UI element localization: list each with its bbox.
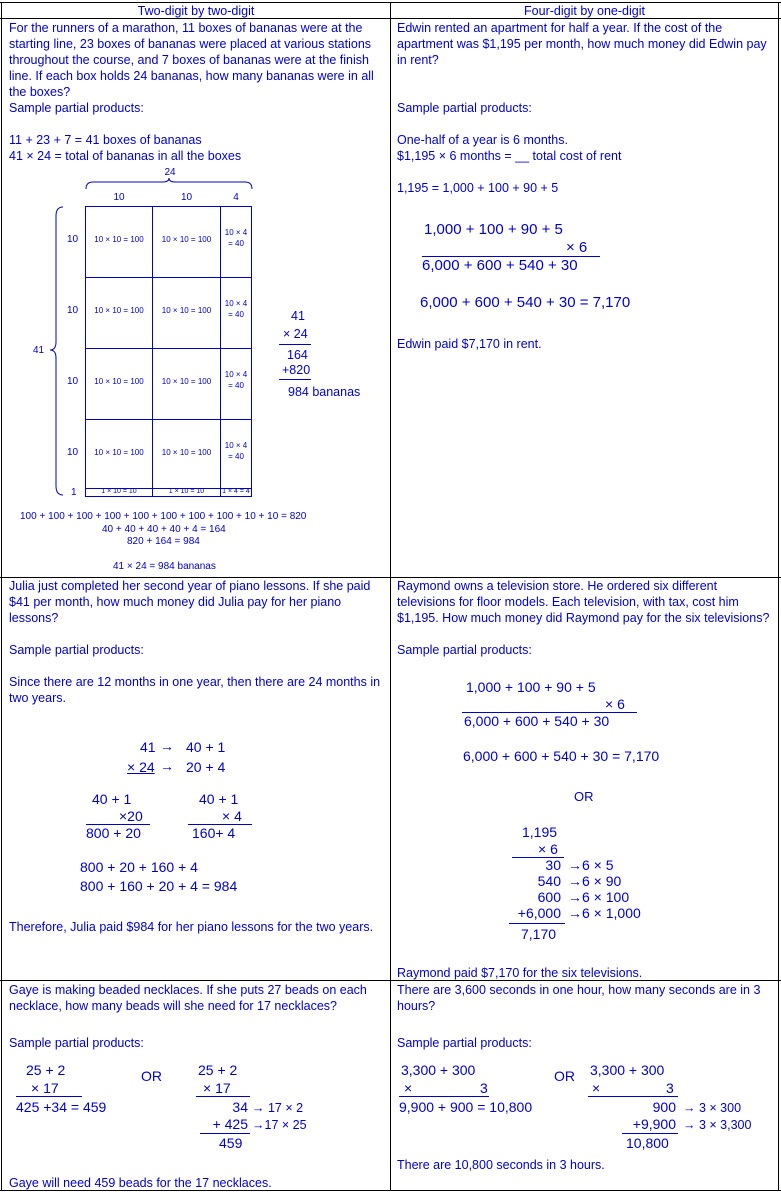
partial-product: +6,000: [517, 905, 561, 921]
mult-line: [279, 344, 311, 345]
sample-label: Sample partial products:: [9, 643, 144, 657]
top-brace: [85, 178, 253, 190]
expanded-line: 1,000 + 100 + 90 + 5: [466, 679, 596, 695]
row-label: 10: [67, 447, 79, 458]
grid-cell: = 40: [228, 310, 244, 319]
expanded-line: 425 +34 = 459: [16, 1099, 107, 1115]
expanded-line: 800 + 20: [86, 825, 141, 841]
sample-label: Sample partial products:: [397, 101, 532, 115]
partial-note: → 3 × 300: [683, 1101, 742, 1115]
expanded-line: ×: [592, 1080, 601, 1096]
grid-cell: = 40: [228, 239, 244, 248]
table-border: [778, 2, 779, 1191]
column-label: 4: [233, 192, 239, 203]
problem-text: For the runners of a marathon, 11 boxes of bananas were at the starting line, 23 boxes of bananas were placed at various stations throughout the course, and 7 boxes of bananas were at the finish line. If each box holds 24 bananas, how many bananas were in all the boxes?: [9, 21, 374, 99]
expanded-line: 25 + 2: [198, 1062, 238, 1078]
expanded-line: × 24: [127, 759, 155, 775]
expanded-line: 40 + 1: [92, 791, 132, 807]
mult-line: [399, 1096, 489, 1097]
partial-note: →6 × 100: [568, 889, 630, 905]
expanded-line: × 17: [31, 1080, 59, 1096]
grid-cell: = 40: [228, 381, 244, 390]
expanded-line: × 6: [605, 696, 625, 712]
sum-line: 820 + 164 = 984: [127, 536, 200, 547]
mult-value: +820: [282, 363, 311, 377]
column-label: 10: [113, 192, 125, 203]
expanded-line: 6,000 + 600 + 540 + 30 = 7,170: [420, 294, 631, 311]
text-line: 1,195 = 1,000 + 100 + 90 + 5: [397, 181, 559, 195]
equation: 41 × 24 = total of bananas in all the boxes: [9, 149, 242, 163]
row-label: 10: [67, 305, 79, 316]
expanded-line: 3: [666, 1080, 674, 1096]
partial-product: 30: [545, 857, 561, 873]
mult-line: [509, 923, 565, 924]
partial-product: + 425: [212, 1116, 248, 1132]
sum-line: 100 + 100 + 100 + 100 + 100 + 100 + 100 + 100 + 10 + 10 = 820: [20, 511, 307, 522]
grid-cell: 10 × 4: [224, 441, 248, 450]
answer: There are 10,800 seconds in 3 hours.: [397, 1158, 605, 1172]
row-label: 10: [67, 234, 79, 245]
arrow-icon: →: [160, 758, 174, 774]
text-line: $1,195 × 6 months = __ total cost of rent: [397, 149, 622, 163]
sample-label: Sample partial products:: [397, 643, 532, 657]
expanded-line: 9,900 + 900 = 10,800: [399, 1099, 533, 1115]
sample-label: Sample partial products:: [9, 101, 144, 115]
mult-line: [16, 1096, 82, 1097]
or-label: OR: [554, 1068, 575, 1084]
grid-cell: 10 × 10 = 100: [94, 448, 144, 457]
header-right: Four-digit by one-digit: [524, 4, 645, 18]
problem-text: Gaye is making beaded necklaces. If she puts 27 beads on each necklace, how many beads will she need for 17 necklaces?: [9, 983, 367, 1013]
grid-cell: 10 × 10 = 100: [161, 306, 212, 315]
mult-value: 984 bananas: [288, 385, 361, 399]
mult-line: [279, 379, 311, 380]
partial-product: 540: [537, 873, 561, 889]
mult-result: 459: [219, 1135, 243, 1151]
grid-cell: 10 × 10 = 100: [94, 306, 144, 315]
problem-text: Edwin rented an apartment for half a year. If the cost of the apartment was $1,195 per month, how much money did Edwin pay in rent?: [397, 21, 767, 67]
grid-cell: 10 × 10 = 100: [161, 235, 212, 244]
grid-cell: = 40: [228, 452, 244, 461]
grid-cell: 10 × 10 = 100: [94, 235, 144, 244]
grid-cell: 10 × 4: [224, 299, 248, 308]
mult-value: × 24: [283, 327, 308, 341]
problem-text: Raymond owns a television store. He ordered six different televisions for floor models. Each television, with tax, cost him $1,195. How much money did Raymond pay for the six televisions?: [397, 579, 770, 625]
header-left: Two-digit by two-digit: [137, 4, 255, 18]
expanded-line: 160+ 4: [192, 825, 236, 841]
answer: Gaye will need 459 beads for the 17 necklaces.: [9, 1176, 272, 1190]
expanded-line: × 4: [222, 808, 242, 824]
mult-result: 10,800: [626, 1135, 669, 1151]
answer: Therefore, Julia paid $984 for her piano lessons for the two years.: [9, 920, 374, 934]
row-label: 10: [67, 376, 79, 387]
equation: 11 + 23 + 7 = 41 boxes of bananas: [9, 133, 202, 147]
partial-product: 34: [232, 1099, 248, 1115]
or-label: OR: [141, 1068, 162, 1084]
partial-note: →6 × 5: [568, 857, 614, 873]
expanded-line: 6,000 + 600 + 540 + 30: [464, 713, 610, 729]
table-border: [1, 2, 2, 1191]
expanded-line: 6,000 + 600 + 540 + 30: [422, 257, 578, 274]
partial-note: →6 × 90: [568, 873, 622, 889]
expanded-line: × 17: [203, 1080, 231, 1096]
partial-note: → 3 × 3,300: [683, 1118, 752, 1132]
problem-text: There are 3,600 seconds in one hour, how many seconds are in 3 hours?: [397, 983, 761, 1013]
expanded-line: 41: [140, 739, 156, 755]
expanded-line: 20 + 4: [186, 759, 226, 775]
table-border: [390, 2, 391, 1191]
expanded-line: ×: [404, 1080, 413, 1096]
side-brace: [48, 206, 64, 496]
expanded-line: 3: [480, 1080, 488, 1096]
expanded-line: ×20: [119, 808, 143, 824]
partial-product: 900: [652, 1099, 676, 1115]
sum-line: 800 + 20 + 160 + 4: [80, 859, 198, 875]
sample-label: Sample partial products:: [9, 1036, 144, 1050]
grid-cell: 10 × 10 = 100: [94, 377, 144, 386]
partial-note: →17 × 25: [252, 1118, 307, 1132]
problem-text: Julia just completed her second year of piano lessons. If she paid $41 per month, how much money did Julia pay for her piano lessons?: [9, 579, 371, 625]
expanded-line: 25 + 2: [26, 1062, 66, 1078]
text-line: One-half of a year is 6 months.: [397, 133, 568, 147]
mult-value: 164: [287, 348, 308, 362]
expanded-line: 6,000 + 600 + 540 + 30 = 7,170: [463, 748, 660, 764]
mult-result: 7,170: [521, 926, 557, 942]
partial-product: +9,900: [632, 1116, 676, 1132]
mult-value: 41: [291, 309, 305, 323]
expanded-line: 40 + 1: [186, 739, 226, 755]
answer: Edwin paid $7,170 in rent.: [397, 337, 542, 351]
final-line: 41 × 24 = 984 bananas: [113, 561, 216, 572]
expanded-line: 3,300 + 300: [590, 1062, 665, 1078]
mult-value: 1,195: [522, 824, 558, 840]
partial-note: → 17 × 2: [252, 1101, 304, 1115]
mult-line: [196, 1096, 250, 1097]
row-label: 1: [71, 487, 77, 498]
grid-cell: 10 × 4: [224, 370, 248, 379]
arrow-icon: →: [160, 738, 174, 754]
mult-line: [622, 1133, 678, 1134]
grid-cell: 10 × 10 = 100: [161, 448, 212, 457]
text-line: Since there are 12 months in one year, then there are 24 months in two years.: [9, 675, 381, 705]
expanded-line: 3,300 + 300: [401, 1062, 476, 1078]
answer: Raymond paid $7,170 for the six televisions.: [397, 966, 643, 980]
mult-value: × 6: [538, 841, 558, 857]
expanded-line: 40 + 1: [199, 791, 239, 807]
column-label: 10: [180, 192, 193, 203]
expanded-line: × 6: [566, 239, 588, 256]
or-label: OR: [574, 789, 594, 804]
mult-line: [588, 1096, 678, 1097]
expanded-line: 1,000 + 100 + 90 + 5: [424, 221, 563, 238]
grid-cell: 1 × 10 = 10: [101, 488, 137, 495]
grid-cell: 10 × 4: [224, 228, 248, 237]
mult-line: [200, 1133, 250, 1134]
sum-line: 800 + 160 + 20 + 4 = 984: [80, 878, 238, 894]
top-total-label: 24: [164, 167, 176, 178]
partial-product: 600: [537, 889, 561, 905]
sum-line: 40 + 40 + 40 + 40 + 4 = 164: [102, 524, 226, 535]
sample-label: Sample partial products:: [397, 1036, 532, 1050]
grid-cell: 1 × 10 = 10: [168, 488, 205, 495]
grid-cell: 1 × 4 = 4: [222, 488, 250, 495]
partial-note: →6 × 1,000: [568, 905, 641, 921]
grid-cell: 10 × 10 = 100: [161, 377, 212, 386]
side-total-label: 41: [33, 345, 45, 356]
